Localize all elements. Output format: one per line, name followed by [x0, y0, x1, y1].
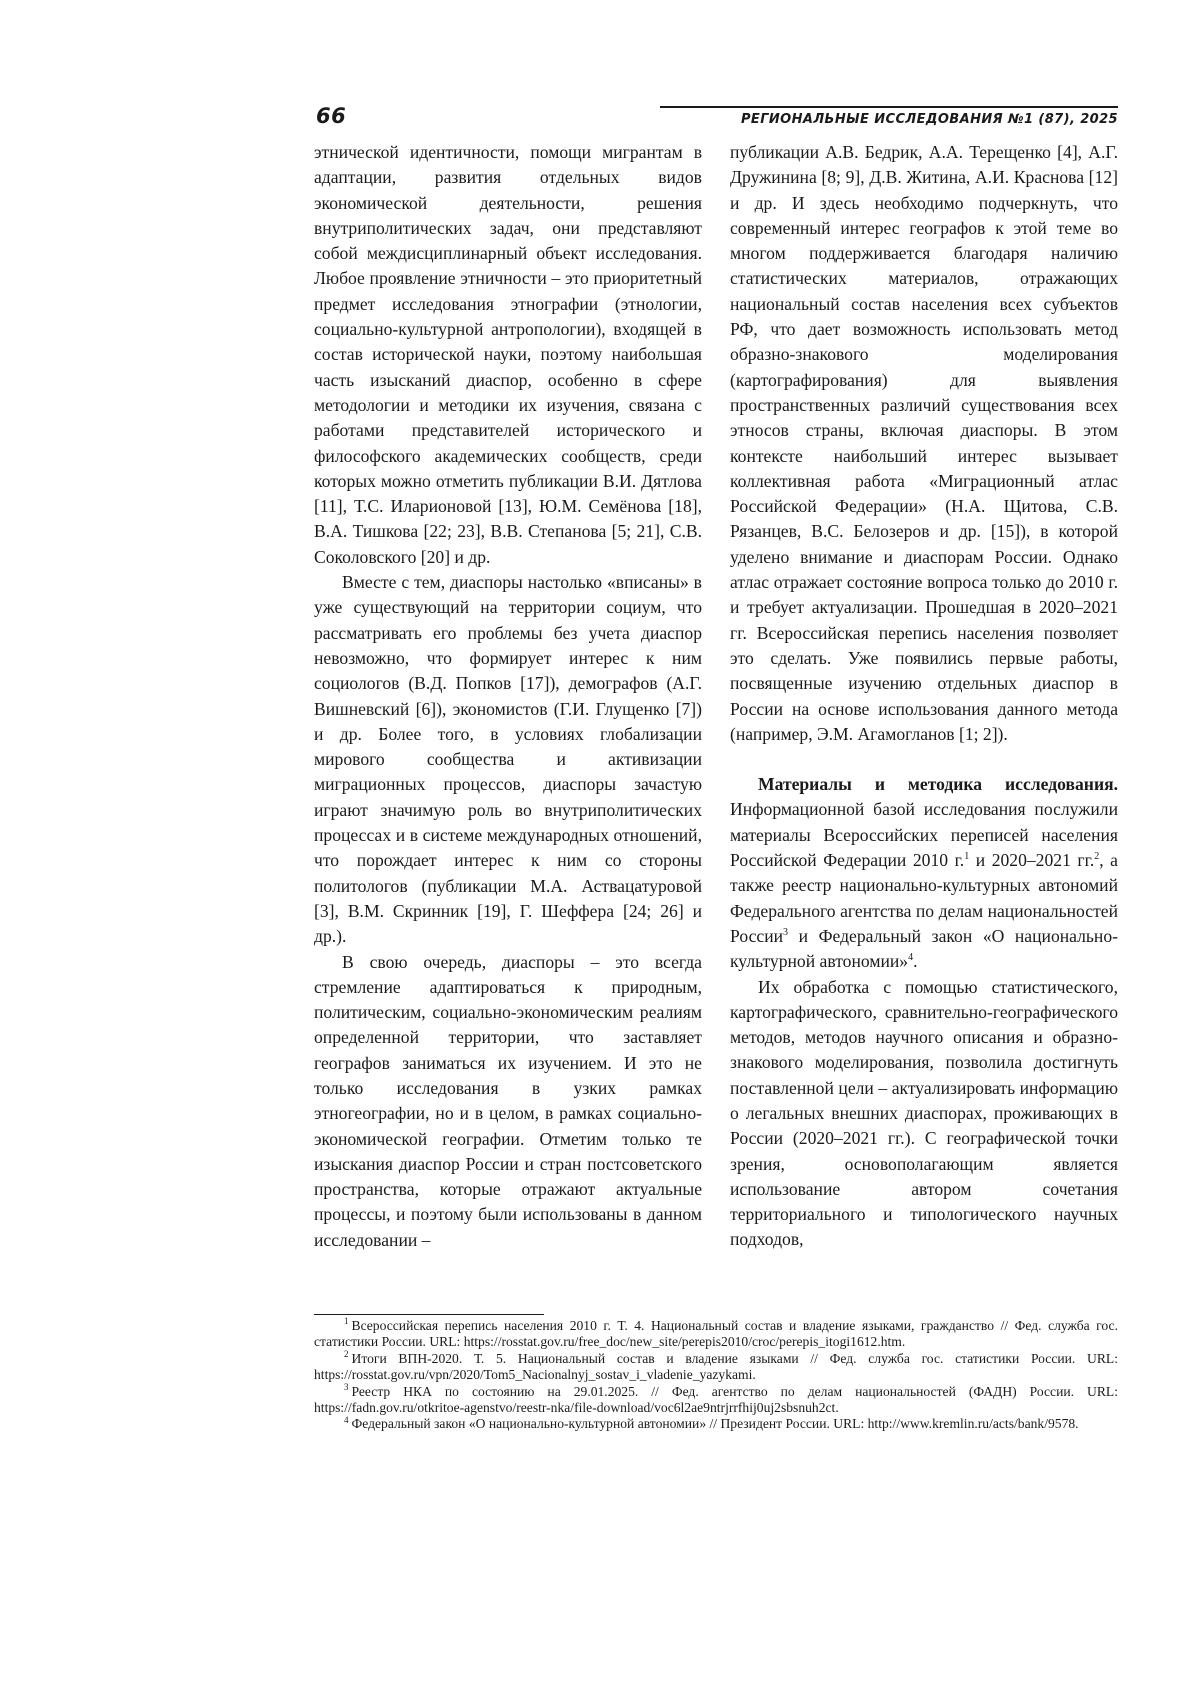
- paragraph-text: , а также реестр национально-культурных автономий Федерального агентства по делам национальностей России: [730, 850, 1118, 946]
- footnote: [314, 1416, 1118, 1432]
- footnote: [314, 1384, 1118, 1417]
- footnote-text: Всероссийская перепись населения 2010 г. Т. 4. Национальный состав и владение языками, гражданство // Фед. служба гос. статистики России. URL: https://rosstat.gov.ru/free_doc/new_site/perepis2010/croc/perepis_itogi1612.htm.: [314, 1318, 1118, 1350]
- paragraph-text: и 2020–2021 гг.: [969, 850, 1095, 871]
- footnote-ref[interactable]: 1: [964, 851, 970, 863]
- header-rule: [660, 106, 1118, 108]
- journal-title: РЕГИОНАЛЬНЫЕ ИССЛЕДОВАНИЯ №1 (87), 2025: [741, 112, 1118, 127]
- paragraph: Вместе с тем, диаспоры настолько «вписаны» в уже существующий на территории социум, что рассматривать его проблемы без учета диаспор невозможно, что формирует интерес к ним социологов (В.Д. Попков [17]), демографов (А.Г. Вишневский [6]), экономистов (Г.И. Глущенко [7]) и др. Более того, в условиях глобализации мирового сообщества и активизации миграционных процессов, диаспоры зачастую играют значимую роль во внутриполитических процессах и в системе международных отношений, что порождает интерес к ним со стороны политологов (публикации М.А. Аствацатуровой [3], В.М. Скринник [19], Г. Шеффера [24; 26] и др.).: [314, 572, 702, 947]
- right-column: [730, 140, 1118, 1253]
- paragraph: публикации А.В. Бедрик, А.А. Терещенко [4], А.Г. Дружинина [8; 9], Д.В. Житина, А.И. Краснова [12] и др. И здесь необходимо подчеркнуть, что современный интерес географов к этой теме во многом поддерживается благодаря наличию статистических материалов, отражающих национальный состав населения всех субъектов РФ, что дает возможность использовать метод образно-знакового моделирования (картографирования) для выявления пространственных различий существования всех этносов страны, включая диаспоры. В этом контексте наибольший интерес вызывает коллективная работа «Миграционный атлас Российской Федерации» (Н.А. Щитова, С.В. Рязанцев, В.С. Белозеров и др. [15]), в которой уделено внимание и диаспорам России. Однако атлас отражает состояние вопроса только до 2010 г. и требует актуализации. Прошедшая в 2020–2021 гг. Всероссийская перепись населения позволяет это сделать. Уже появились первые работы, посвященные изучению отдельных диаспор в России на основе использования данного метода (например, Э.М. Агамогланов [1; 2]).: [730, 142, 1118, 744]
- footnote-text: Федеральный закон «О национально-культурной автономии» // Президент России. URL: http://www.kremlin.ru/acts/bank/9578.: [351, 1416, 1079, 1432]
- paragraph-text: Информационной базой исследования послужили материалы Всероссийских переписей населения Российской Федерации 2010 г.: [730, 799, 1118, 871]
- footnote-number: 4: [344, 1414, 349, 1425]
- footnote-number: 1: [344, 1316, 349, 1327]
- page-number: 66: [316, 104, 347, 128]
- paragraph: В свою очередь, диаспоры – это всегда стремление адаптироваться к природным, политическим, социально-экономическим реалиям определенной территории, что заставляет географов заниматься их изучением. И это не только исследования в узких рамках этногеографии, но и в целом, в рамках социально-экономической географии. Отметим только те изыскания диаспор России и стран постсоветского пространства, которые отражают актуальные процессы, и поэтому были использованы в данном исследовании –: [314, 951, 702, 1250]
- footnote: [314, 1351, 1118, 1384]
- left-column: [314, 140, 702, 1253]
- footnote-ref[interactable]: 2: [1094, 851, 1100, 863]
- paragraph: этнической идентичности, помощи мигрантам в адаптации, развития отдельных видов экономической деятельности, решения внутриполитических задач, они представляют собой междисциплинарный объект исследования. Любое проявление этничности – это приоритетный предмет исследования этнографии (этнологии, социально-культурной антропологии), входящей в состав исторической науки, поэтому наибольшая часть изысканий диаспор, особенно в сфере методологии и методики их изучения, связана с работами представителей исторического и философского академических сообществ, среди которых можно отметить публикации В.И. Дятлова [11], Т.С. Иларионовой [13], Ю.М. Семёнова [18], В.А. Тишкова [22; 23], В.В. Степанова [5; 21], С.В. Соколовского [20] и др.: [314, 142, 702, 567]
- footnote-number: 3: [344, 1382, 349, 1393]
- paragraph: Их обработка с помощью статистического, картографического, сравнительно-географического методов, методов научного описания и образно-знакового моделирования, позволила достигнуть поставленной цели – актуализировать информацию о легальных внешних диаспорах, проживающих в России (2020–2021 гг.). С географической точки зрения, основополагающим является использование автором сочетания территориального и типологического научных подходов,: [730, 976, 1118, 1250]
- footnote-ref[interactable]: 4: [908, 952, 914, 964]
- paragraph-text: .: [913, 951, 918, 972]
- footnote-ref[interactable]: 3: [783, 927, 789, 939]
- footnote-text: Реестр НКА по состоянию на 29.01.2025. // Фед. агентство по делам национальностей (ФАДН) России. URL: https://fadn.gov.ru/otkritoe-agenstvo/reestr-nka/file-download/voc6l2ae9ntrjrrfhij0uj2sbsnuh2ct.: [314, 1383, 1118, 1416]
- footnote-text: Итоги ВПН-2020. Т. 5. Национальный состав и владение языками // Фед. служба гос. статистики России. URL: https://rosstat.gov.ru/vpn/2020/Tom5_Nacionalnyj_sostav_i_vladenie_yazykami.: [314, 1350, 1118, 1383]
- section-title: Материалы и методика исследования.: [758, 774, 1118, 795]
- footnote-number: 2: [344, 1349, 349, 1360]
- paragraph-text: и Федеральный закон «О национально-культурной автономии»: [730, 925, 1118, 972]
- footnotes: [314, 1318, 1118, 1433]
- footnote: [314, 1318, 1118, 1351]
- footnote-rule: [314, 1314, 544, 1315]
- paragraph: [730, 772, 1118, 974]
